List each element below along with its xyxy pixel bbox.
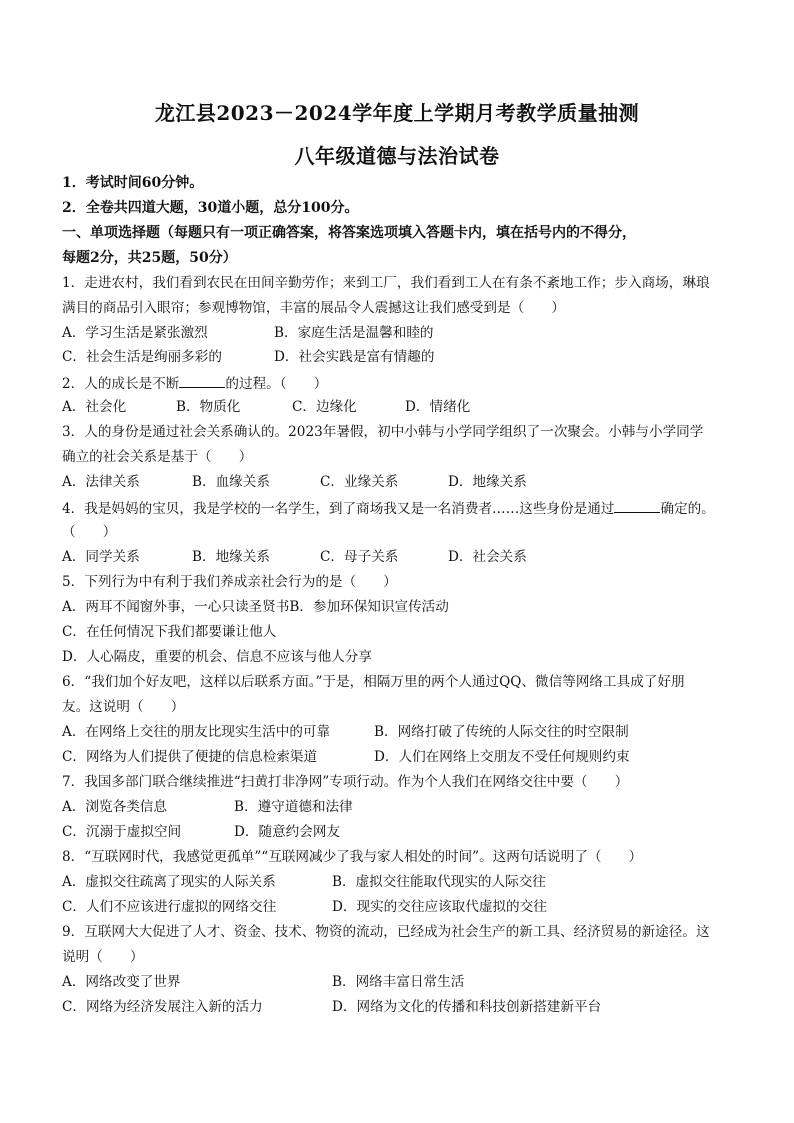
q2-option-b: B．物质化 — [176, 399, 241, 415]
q7-option-b: B．遵守道德和法律 — [234, 799, 353, 815]
q3-stem: 3．人的身份是通过社会关系确认的。2023年暑假，初中小韩与小学同学组织了一次聚会。小韩与小学同学 — [62, 424, 704, 440]
q5-option-c: C．在任何情况下我们都要谦让他人 — [62, 624, 277, 640]
q7-stem: 7．我国多部门联合继续推进“扫黄打非净网”专项行动。作为个人我们在网络交往中要（ ） — [62, 774, 629, 790]
q1-option-a: A．学习生活是紧张激烈 — [62, 325, 208, 341]
q3-option-a: A．法律关系 — [62, 474, 140, 490]
q6-option-b: B．网络打破了传统的人际交往的时空限制 — [374, 724, 629, 740]
q7-option-a: A．浏览各类信息 — [62, 799, 167, 815]
q6-option-c: C．网络为人们提供了便捷的信息检索渠道 — [62, 749, 318, 765]
q5-stem: 5．下列行为中有利于我们养成亲社会行为的是（ ） — [62, 574, 397, 590]
q2-blank — [179, 373, 225, 388]
note-2: 2．全卷共四道大题，30道小题，总分100分。 — [62, 200, 359, 216]
q8-stem: 8．“互联网时代，我感觉更孤单”“互联网减少了我与家人相处的时间”。这两句话说明了（ ） — [62, 849, 643, 865]
section-heading: 一、单项选择题（每题只有一项正确答案，将答案选项填入答题卡内，填在括号内的不得分， — [62, 225, 636, 241]
q2-stem — [62, 373, 742, 393]
q6-option-a: A．在网络上交往的朋友比现实生活中的可靠 — [62, 724, 331, 740]
q2-stem-post: 的过程。（ ） — [225, 376, 328, 392]
q9-option-c: C．网络为经济发展注入新的活力 — [62, 999, 263, 1015]
q9-stem-cont: 说明（ ） — [62, 949, 144, 965]
note-1: 1．考试时间60分钟。 — [62, 175, 204, 191]
q8-option-c: C．人们不应该进行虚拟的网络交往 — [62, 899, 277, 915]
q4-option-c: C．母子关系 — [320, 549, 399, 565]
q7-option-c: C．沉溺于虚拟空间 — [62, 824, 182, 840]
q5-options-row-1 — [62, 598, 742, 616]
section-heading-cont: 每题2分，共25题，50分） — [62, 250, 237, 266]
q4-option-d: D．社会关系 — [448, 549, 527, 565]
q4-stem-cont: （ ） — [62, 524, 117, 540]
q2-option-c: C．边缘化 — [292, 399, 357, 415]
q1-stem: 1．走进农村，我们看到农民在田间辛勤劳作；来到工厂，我们看到工人在有条不紊地工作；步入商场，琳琅 — [62, 275, 710, 291]
q2-option-a: A．社会化 — [62, 399, 127, 415]
q3-option-d: D．地缘关系 — [448, 474, 527, 490]
q6-stem: 6．“我们加个好友吧，这样以后联系方面。”于是，相隔万里的两个人通过QQ、微信等网络工具成了好朋 — [62, 674, 685, 690]
q5-option-d: D．人心隔皮，重要的机会、信息不应该与他人分享 — [62, 649, 372, 665]
q4-stem — [62, 498, 742, 518]
q8-option-b: B．虚拟交往能取代现实的人际交往 — [332, 874, 546, 890]
exam-title: 龙江县2023－2024学年度上学期月考教学质量抽测 — [154, 101, 640, 125]
q9-option-d: D．网络为文化的传播和科技创新搭建新平台 — [332, 999, 602, 1015]
q4-stem-post: 确定的。 — [660, 501, 715, 517]
q4-option-a: A．同学关系 — [62, 549, 140, 565]
q4-option-b: B．地缘关系 — [192, 549, 270, 565]
q1-option-b: B．家庭生活是温馨和睦的 — [274, 325, 434, 341]
q3-option-b: B．血缘关系 — [192, 474, 270, 490]
q8-option-a: A．虚拟交往疏离了现实的人际关系 — [62, 874, 276, 890]
q4-blank — [614, 498, 660, 513]
q1-option-c: C．社会生活是绚丽多彩的 — [62, 349, 222, 365]
q2-stem-pre: 2．人的成长是不断 — [62, 376, 180, 392]
q5-option-b: B．参加环保知识宣传活动 — [289, 599, 449, 615]
q8-option-d: D．现实的交往应该取代虚拟的交往 — [332, 899, 547, 915]
q6-option-d: D．人们在网络上交朋友不受任何规则约束 — [374, 749, 630, 765]
q4-stem-pre: 4．我是妈妈的宝贝，我是学校的一名学生，到了商场我又是一名消费者……这些身份是通过 — [62, 501, 615, 517]
exam-subtitle: 八年级道德与法治试卷 — [294, 144, 500, 168]
q5-option-a: A．两耳不闻窗外事，一心只读圣贤书 — [62, 599, 290, 615]
q9-stem: 9．互联网大大促进了人才、资金、技术、物资的流动，已经成为社会生产的新工具、经济贸易的新途径。这 — [62, 924, 710, 940]
q3-option-c: C．业缘关系 — [320, 474, 399, 490]
q9-option-b: B．网络丰富日常生活 — [332, 974, 465, 990]
q1-stem-cont: 满目的商品引入眼帘；参观博物馆，丰富的展品令人震撼这让我们感受到是（ ） — [62, 300, 565, 316]
q6-stem-cont: 友。这说明（ ） — [62, 699, 185, 715]
q3-stem-cont: 确立的社会关系是基于（ ） — [62, 449, 253, 465]
q9-option-a: A．网络改变了世界 — [62, 974, 181, 990]
q7-option-d: D．随意约会网友 — [234, 824, 341, 840]
q1-option-d: D．社会实践是富有情趣的 — [274, 349, 435, 365]
q2-option-d: D．情绪化 — [405, 399, 471, 415]
